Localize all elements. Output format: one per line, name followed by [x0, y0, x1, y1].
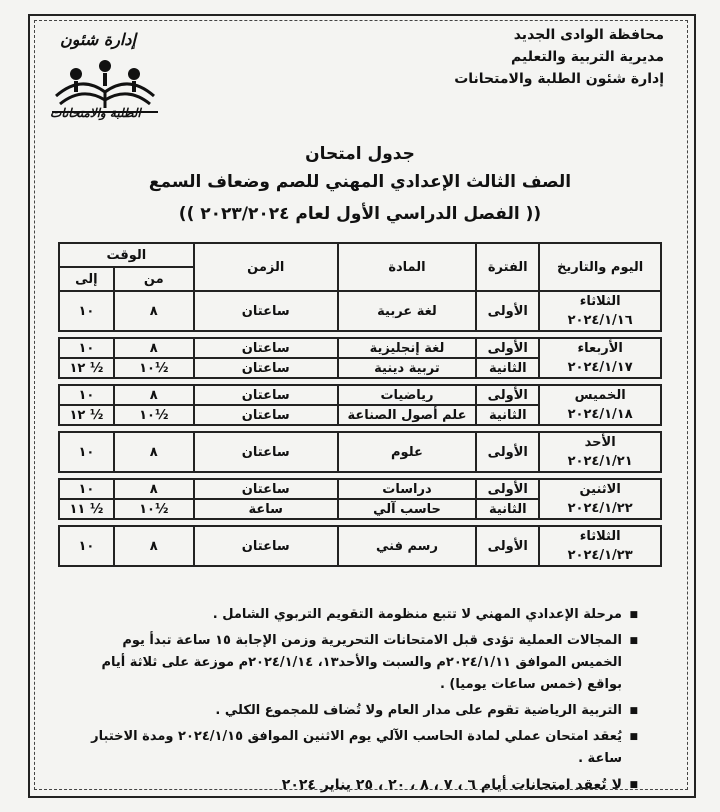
period-cell: الأولى — [476, 432, 539, 472]
to-cell: ١٠ — [59, 432, 114, 472]
to-cell: ١٠ — [59, 526, 114, 566]
period-cell: الأولى — [476, 338, 539, 358]
from-cell: ٨ — [114, 385, 194, 405]
subject-cell: علوم — [338, 432, 476, 472]
schedule-body — [59, 291, 661, 566]
table-row — [59, 385, 661, 405]
from-cell: ٨ — [114, 338, 194, 358]
day-cell — [539, 291, 661, 331]
day-name: الأربعاء — [577, 341, 623, 356]
period-cell: الثانية — [476, 358, 539, 378]
duration-cell: ساعتان — [194, 358, 338, 378]
to-cell: ½ ١١ — [59, 499, 114, 519]
schedule-table-wrap — [58, 242, 662, 567]
table-row — [59, 432, 661, 472]
duration-cell: ساعتان — [194, 291, 338, 331]
duration-cell: ساعتان — [194, 432, 338, 472]
to-cell: ½ ١٢ — [59, 358, 114, 378]
header-from: من — [114, 267, 194, 291]
day-name: الاثنين — [579, 482, 621, 497]
day-date: ٢٠٢٤/١/٢١ — [567, 454, 633, 469]
from-cell: ٨ — [114, 432, 194, 472]
period-cell: الأولى — [476, 385, 539, 405]
day-date: ٢٠٢٤/١/٢٢ — [567, 501, 633, 516]
from-cell: ½١٠ — [114, 405, 194, 425]
header-period: الفترة — [476, 243, 539, 291]
from-cell: ٨ — [114, 526, 194, 566]
note-item: ■ المجالات العملية تؤدى قبل الامتحانات التحريرية وزمن الإجابة ١٥ ساعة تبدأ يوم الخميس الموافق ٢٠٢٤/١/١١م والسبت والأحد١٣، ٢٠٢٤/١/١٤م موزعة على ثلاثة أيام بواقع (خمس ساعات يوميا) . — [78, 630, 638, 696]
header-to: إلى — [59, 267, 114, 291]
subject-cell: دراسات — [338, 479, 476, 499]
from-cell: ٨ — [114, 479, 194, 499]
period-cell: الأولى — [476, 479, 539, 499]
day-cell — [539, 338, 661, 378]
day-date: ٢٠٢٤/١/١٦ — [567, 313, 633, 328]
from-cell: ½١٠ — [114, 358, 194, 378]
period-cell: الثانية — [476, 499, 539, 519]
header-line1: محافظة الوادى الجديد — [513, 27, 664, 43]
subject-cell: لغة عربية — [338, 291, 476, 331]
day-name: الأحد — [584, 435, 616, 450]
day-cell — [539, 385, 661, 425]
header-line2: مديرية التربية والتعليم — [511, 49, 664, 65]
subject-cell: حاسب آلي — [338, 499, 476, 519]
day-date: ٢٠٢٤/١/١٧ — [567, 360, 633, 375]
duration-cell: ساعة — [194, 499, 338, 519]
day-gap — [59, 519, 661, 526]
header-line3: إدارة شئون الطلبة والامتحانات — [454, 71, 664, 87]
header-time: الوقت — [59, 243, 194, 267]
day-gap — [59, 331, 661, 338]
subject-cell: تربية دينية — [338, 358, 476, 378]
term-title: (( الفصل الدراسي الأول لعام ٢٠٢٣/٢٠٢٤ )) — [178, 204, 542, 224]
from-cell: ½١٠ — [114, 499, 194, 519]
table-row — [59, 291, 661, 331]
day-date: ٢٠٢٤/١/١٨ — [567, 407, 633, 422]
to-cell: ½ ١٢ — [59, 405, 114, 425]
subject-cell: رسم فني — [338, 526, 476, 566]
note-item: ■ مرحلة الإعدادي المهني لا تتبع منظومة التقويم التربوي الشامل . — [78, 604, 638, 626]
table-row — [59, 526, 661, 566]
day-name: الثلاثاء — [579, 294, 621, 309]
day-cell — [539, 479, 661, 519]
day-cell — [539, 526, 661, 566]
day-gap — [59, 472, 661, 479]
notes-list — [78, 604, 638, 800]
subject-cell: رياضيات — [338, 385, 476, 405]
to-cell: ١٠ — [59, 291, 114, 331]
period-cell: الأولى — [476, 526, 539, 566]
header-duration: الزمن — [194, 243, 338, 291]
note-item: ■ يُعقد امتحان عملي لمادة الحاسب الآلي يوم الاثنين الموافق ٢٠٢٤/١/١٥ ومدة الاختبار ساعة . — [78, 726, 638, 770]
duration-cell: ساعتان — [194, 338, 338, 358]
ministry-header — [454, 24, 664, 90]
schedule-table — [58, 242, 662, 567]
day-date: ٢٠٢٤/١/٢٣ — [567, 548, 633, 563]
logo-top-text: إدارة شئون — [60, 30, 136, 49]
period-cell: الثانية — [476, 405, 539, 425]
grade-title: الصف الثالث الإعدادي المهني للصم وضعاف السمع — [148, 172, 572, 192]
to-cell: ١٠ — [59, 479, 114, 499]
period-cell: الأولى — [476, 291, 539, 331]
duration-cell: ساعتان — [194, 385, 338, 405]
to-cell: ١٠ — [59, 385, 114, 405]
day-name: الثلاثاء — [579, 529, 621, 544]
day-gap — [59, 378, 661, 385]
logo-bottom-text: الطلبة والامتحانات — [50, 106, 141, 120]
note-item: ■ لا تُعقد امتحانات أيام ٦ ، ٧ ، ٨ ، ٢٠ ، ٢٥ يناير ٢٠٢٤ — [78, 774, 638, 796]
to-cell: ١٠ — [59, 338, 114, 358]
duration-cell: ساعتان — [194, 405, 338, 425]
subject-cell: علم أصول الصناعة — [338, 405, 476, 425]
from-cell: ٨ — [114, 291, 194, 331]
day-cell — [539, 432, 661, 472]
duration-cell: ساعتان — [194, 526, 338, 566]
subject-cell: لغة إنجليزية — [338, 338, 476, 358]
duration-cell: ساعتان — [194, 479, 338, 499]
table-row — [59, 479, 661, 499]
header-day: اليوم والتاريخ — [539, 243, 661, 291]
note-item: ■ التربية الرياضية تقوم على مدار العام ولا تُضاف للمجموع الكلي . — [78, 700, 638, 722]
table-row — [59, 338, 661, 358]
day-name: الخميس — [574, 388, 626, 403]
header-subject: المادة — [338, 243, 476, 291]
schedule-title: جدول امتحان — [305, 144, 415, 164]
day-gap — [59, 425, 661, 432]
